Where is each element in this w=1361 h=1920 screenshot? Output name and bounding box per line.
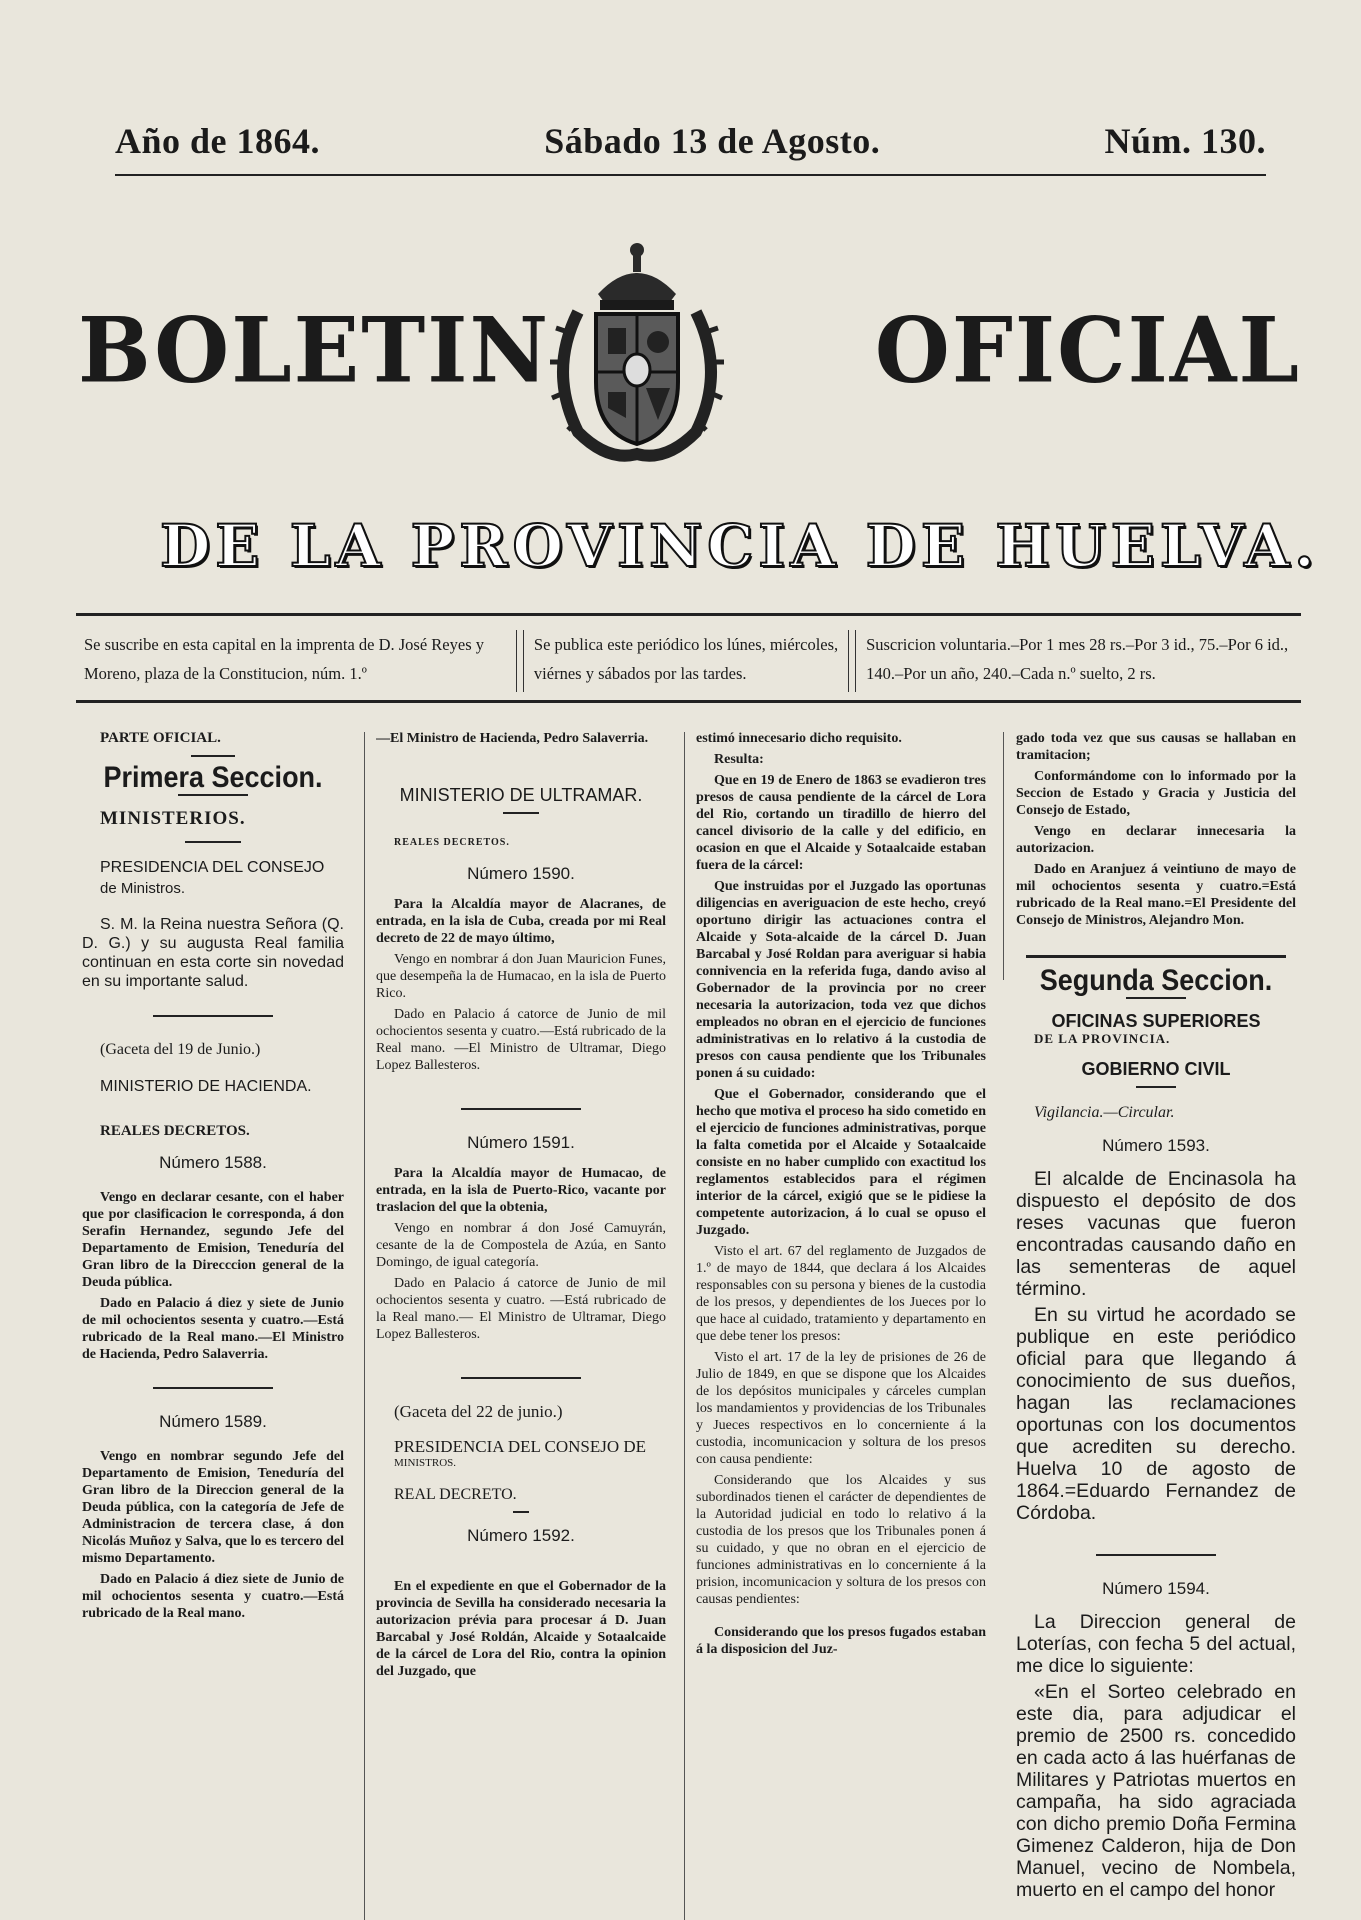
- real-decreto-heading: REAL DECRETO.: [394, 1486, 517, 1503]
- decree-1592-cont-8: Considerando que los Alcaides y sus subordinados tienen el carácter de dependientes de la Autoridad judicial en todo lo relativo á la custodia de los presos que los Tribunales ponen á su cuidado, y que no obran en el ejercicio de funciones administrativas en lo concerniente á la prision, incomunicacion y soltura de los presos con causas pendientes:: [696, 1473, 986, 1607]
- provincia-subheading: DE LA PROVINCIA.: [1034, 1031, 1171, 1046]
- decree-1592-cont-3: Que en 19 de Enero de 1863 se evadieron tres presos de causa pendiente de la cárcel de Lora del Rio, cortando un tiradillo de hierro del cancel divisorio de la calle y del edificio, en ocasion en que el Alcaide y Sotaalcaide estaban fuera de la cárcel:: [696, 773, 986, 873]
- column-4: [1016, 720, 1296, 1920]
- ornament-divider: [1126, 997, 1186, 999]
- infobar-top-rule: [76, 613, 1301, 616]
- reales-decretos-heading: REALES DECRETOS.: [100, 1123, 250, 1139]
- oficinas-heading: OFICINAS SUPERIORES: [1051, 1011, 1261, 1031]
- decree-1590-text-b: Vengo en nombrar á don Juan Mauricion Funes, que desempeña la de Humacao, en la isla de Puerto Rico.: [376, 952, 666, 1001]
- coat-of-arms-icon: [538, 232, 736, 462]
- presidencia-heading: PRESIDENCIA DEL CONSEJO DE: [394, 1437, 647, 1456]
- issue-number: Núm. 130.: [1104, 121, 1266, 161]
- column-divider: [364, 732, 365, 1920]
- decree-1592-cont-6: Visto el art. 67 del reglamento de Juzgados de 1.º de mayo de 1844, que declara á los Alcaides responsables con su persona y bienes de la custodia de los presos, y dependientes de los Jueces por lo que hace al cuidado, tratamiento y departamento en que debe tener los presos:: [696, 1244, 986, 1344]
- section-divider: [153, 1015, 273, 1017]
- notice-1594-text-b: «En el Sorteo celebrado en este dia, para adjudicar el premio de 2500 rs. concedido en cada acto á las huérfanas de Militares y Patriotas muertos en campaña, ha sido agraciada con dicho premio Doña Fermina Gimenez Calderon, hija de Don Manuel, vecino de Nombela, muerto en el campo del honor: [1016, 1681, 1296, 1901]
- reina-paragraph: S. M. la Reina nuestra Señora (Q. D. G.) y su augusta Real familia continuan en esta corte sin novedad en su importante salud.: [82, 916, 344, 990]
- decree-1592-resulta: Resulta:: [714, 752, 764, 767]
- ornament-divider: [185, 841, 241, 843]
- decree-1592-cont-1: estimó innecesario dicho requisito.: [696, 731, 902, 746]
- gobierno-civil-heading: GOBIERNO CIVIL: [1081, 1059, 1231, 1079]
- decree-number-1592: Número 1592.: [467, 1526, 575, 1545]
- decree-1591-text-a: Para la Alcaldía mayor de Humacao, de entrada, en la isla de Puerto-Rico, vacante por traslacion del que la obtenia,: [376, 1166, 666, 1215]
- decree-1592-cont-5: Que el Gobernador, considerando que el hecho que motiva el proceso ha sido cometido en el ejercicio de funciones administrativas, porque la falta cometida por el Alcaide y Sotaalcaide consiste en no haber cumplido con exactitud los reglamentos establecidos para el régimen interior de la cárcel, exigió que se le pidiese la competente autorizacion, á lo cual se opuso el Juzgado.: [696, 1087, 986, 1238]
- decree-number-1589: Número 1589.: [159, 1412, 267, 1431]
- notice-1594: [1016, 1611, 1296, 1901]
- decree-1589-signature: Dado en Palacio á diez siete de Junio de mil ochocientos sesenta y cuatro.—Está rubricado de la Real mano.: [82, 1572, 344, 1621]
- column-divider: [1003, 732, 1004, 980]
- segunda-seccion-heading: Segunda Seccion.: [1039, 964, 1273, 997]
- ornament-divider: [178, 794, 248, 796]
- masthead-dateline: [115, 120, 1266, 162]
- hacienda-heading: MINISTERIO DE HACIENDA.: [100, 1078, 312, 1095]
- subscription-info-bar: [76, 630, 1301, 692]
- section-divider: [461, 1108, 581, 1110]
- ministerios-heading: MINISTERIOS.: [100, 808, 246, 829]
- price-info: Suscricion voluntaria.–Por 1 mes 28 rs.–Por 3 id., 75.–Por 6 id., 140.–Por un año, 240.–Cada n.º suelto, 2 rs.: [866, 635, 1289, 683]
- infobar-bottom-rule: [76, 700, 1301, 703]
- section-divider: [1096, 1554, 1216, 1556]
- presidencia-subheading: de Ministros.: [100, 880, 186, 897]
- ornament-divider: [1136, 1086, 1176, 1088]
- column-1: [82, 720, 344, 1920]
- decree-1590-text-c: Dado en Palacio á catorce de Junio de mil ochocientos sesenta y cuatro.—Está rubricado de la Real mano. —El Ministro de Ultramar, Diego Lopez Ballesteros.: [376, 1007, 666, 1073]
- decree-number-1590: Número 1590.: [467, 864, 575, 883]
- decree-1592-text: En el expediente en que el Gobernador de la provincia de Sevilla ha considerado necesaria la autorizacion prévia para procesar á D. Juan Barcabal y José Roldán, Alcaide y Sotaalcaide de la cárcel de Lora del Rio, contra la opinion del Juzgado, que: [376, 1579, 666, 1679]
- ornament-divider: [503, 812, 539, 814]
- subscribe-info: Se suscribe en esta capital en la imprenta de D. José Reyes y Moreno, plaza de la Constitucion, núm. 1.º: [84, 635, 484, 683]
- decree-1588-signature: Dado en Palacio á diez y siete de Junio de mil ochocientos sesenta y cuatro.—Está rubricado de la Real mano.—El Ministro de Hacienda, Pedro Salaverria.: [82, 1296, 344, 1362]
- decree-1592-cont-9: Considerando que los presos fugados estaban á la disposicion del Juz-: [696, 1625, 986, 1657]
- top-rule: [115, 174, 1266, 176]
- notice-1593-text-a: El alcalde de Encinasola ha dispuesto el depósito de dos reses vacunas que fueron encontradas causando daño en las sementeras de aquel término.: [1016, 1168, 1296, 1300]
- presidencia-heading: PRESIDENCIA DEL CONSEJO: [100, 859, 325, 876]
- title-boletin: BOLETIN: [78, 297, 551, 404]
- issue-year: Año de 1864.: [115, 121, 321, 161]
- notice-1593: [1016, 1168, 1296, 1524]
- primera-seccion-heading: Primera Seccion.: [103, 761, 323, 794]
- gaceta-note: (Gaceta del 22 de junio.): [394, 1402, 563, 1421]
- decree-1589-text: Vengo en nombrar segundo Jefe del Departamento de Emision, Teneduría del Gran libro de la Direccion general de la Deuda pública, con la categoría de Jefe de Administracion de tercera clase, á don Nicolás Muñoz y Salva, que lo es tercero del mismo Departamento.: [82, 1449, 344, 1566]
- gaceta-note: (Gaceta del 19 de Junio.): [100, 1041, 261, 1058]
- column-divider: [684, 732, 685, 1920]
- col2-top-signature: —El Ministro de Hacienda, Pedro Salaverria.: [376, 731, 649, 746]
- vigilancia-circular: Vigilancia.—Circular.: [1034, 1104, 1175, 1121]
- decree-1591-text-c: Dado en Palacio á catorce de Junio de mil ochocientos sesenta y cuatro. —Está rubricado de la Real mano.— El Ministro de Ultramar, Diego Lopez Ballesteros.: [376, 1276, 666, 1342]
- ornament-divider: [513, 1511, 529, 1513]
- parte-oficial-heading: PARTE OFICIAL.: [100, 730, 221, 746]
- ultramar-heading: MINISTERIO DE ULTRAMAR.: [399, 785, 643, 805]
- decree-1592-end-2: Conformándome con lo informado por la Seccion de Estado y Gracia y Justicia del Consejo de Estado,: [1016, 769, 1296, 818]
- title-oficial: OFICIAL: [874, 297, 1301, 404]
- decree-number-1593: Número 1593.: [1102, 1136, 1210, 1155]
- decree-1592-end-1: gado toda vez que sus causas se hallaban en tramitacion;: [1016, 731, 1296, 763]
- presidencia-subheading: MINISTROS.: [394, 1457, 457, 1469]
- decree-1590-text-a: Para la Alcaldía mayor de Alacranes, de entrada, en la isla de Cuba, creada por mi Real decreto de 22 de mayo último,: [376, 897, 666, 946]
- decree-1592-end-3: Vengo en declarar innecesaria la autorizacion.: [1016, 824, 1296, 856]
- column-2: [376, 720, 666, 1920]
- infobar-separator: [516, 630, 524, 692]
- decree-number-1594: Número 1594.: [1102, 1579, 1210, 1598]
- masthead-subtitle: DE LA PROVINCIA DE HUELVA.: [160, 512, 1320, 580]
- notice-1593-text-b: En su virtud he acordado se publique en este periódico oficial para que llegando á conocimiento de sus dueños, hagan las reclamaciones oportunas con los documentos que acrediten su derecho. Huelva 10 de agosto de 1864.=Eduardo Fernandez de Córdoba.: [1016, 1304, 1296, 1524]
- decree-1588-text: Vengo en declarar cesante, con el haber que por clasificacion le corresponda, á don Serafin Hernandez, segundo Jefe del Departamento de Emision, Teneduría del Gran libro de la Direcccion general de la Deuda pública.: [82, 1190, 344, 1290]
- decree-number-1588: Número 1588.: [159, 1153, 267, 1172]
- ornament-divider: [191, 755, 235, 757]
- reales-decretos-heading: REALES DECRETOS.: [394, 837, 510, 848]
- column-3: [696, 720, 986, 1920]
- decree-1592-end-4: Dado en Aranjuez á veintiuno de mayo de mil ochocientos sesenta y cuatro.=Está rubricado de la Real mano.=El Presidente del Consejo de Ministros, Alejandro Mon.: [1016, 862, 1296, 928]
- notice-1594-text-a: La Direccion general de Loterías, con fecha 5 del actual, me dice lo siguiente:: [1016, 1611, 1296, 1677]
- section-divider: [461, 1377, 581, 1379]
- section-divider: [1026, 955, 1286, 958]
- decree-1592-cont-7: Visto el art. 17 de la ley de prisiones de 26 de Julio de 1849, en que se dispone que los Alcaides de los depósitos municipales y cárceles cumplan los mandamientos y providencias de los Tribunales y Jueces respectivos en lo concerniente á la custodia, incomunicacion y soltura de los presos con causa pendiente:: [696, 1350, 986, 1467]
- publication-days-info: Se publica este periódico los lúnes, miércoles, viérnes y sábados por las tardes.: [533, 635, 839, 683]
- decree-1591-text-b: Vengo en nombrar á don José Camuyrán, cesante de la de Compostela de Azúa, en Santo Domingo, de igual categoría.: [376, 1221, 666, 1270]
- section-divider: [153, 1387, 273, 1389]
- infobar-separator: [848, 630, 856, 692]
- issue-date: Sábado 13 de Agosto.: [544, 121, 881, 161]
- decree-number-1591: Número 1591.: [467, 1133, 575, 1152]
- decree-1592-cont-4: Que instruidas por el Juzgado las oportunas diligencias en averiguacion de este hecho, creyó oportuno dirigir las actuaciones contra el Alcaide y Sota-alcaide de la cárcel D. Juan Barcabal y José Roldan para averiguar si habia connivencia en la referida fuga, dando aviso al Gobernador de la provincia por no creer necesaria la autorizacion, toda vez que dichos empleados no obran en el ejercicio de funciones administrativas en lo relativo á la custodia de presos con causa pendiente que los Tribunales ponen á su cuidado:: [696, 879, 986, 1081]
